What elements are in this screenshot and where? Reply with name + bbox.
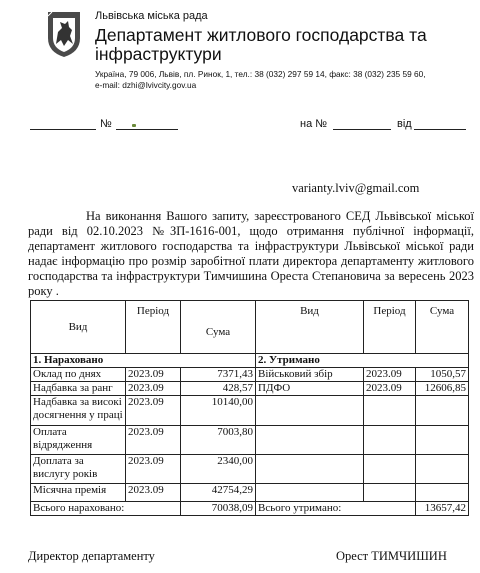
- accrued-sum: 7371,43: [181, 368, 256, 382]
- empty-cell: [256, 426, 364, 455]
- accrued-type: Місячна премія: [31, 484, 126, 502]
- table-row: [31, 368, 469, 382]
- ink-dot: [132, 124, 136, 127]
- salary-table: [30, 300, 469, 516]
- empty-cell: [364, 455, 416, 484]
- table-row: [31, 426, 469, 455]
- header-sum: Сума: [416, 301, 469, 354]
- accrued-period: 2023.09: [126, 426, 181, 455]
- accrued-period: 2023.09: [126, 484, 181, 502]
- accrued-type: Оплата відрядження: [31, 426, 126, 455]
- outgoing-date-line: [116, 129, 178, 130]
- addressee-email: varianty.lviv@gmail.com: [292, 181, 420, 195]
- withheld-total-label: Всього утримано:: [256, 502, 416, 516]
- header-type: Вид: [256, 301, 364, 354]
- withheld-sum: 1050,57: [416, 368, 469, 382]
- empty-cell: [256, 484, 364, 502]
- accrued-type: Надбавка за високі досягнення у праці: [31, 396, 126, 426]
- empty-cell: [364, 484, 416, 502]
- address-line: Україна, 79 006, Львів, пл. Ринок, 1, тел.: 38 (032) 297 59 14, факс: 38 (032) 235 59 60,: [95, 69, 426, 79]
- header-type: Вид: [31, 301, 126, 354]
- accrued-sum: 2340,00: [181, 455, 256, 484]
- withheld-period: 2023.09: [364, 382, 416, 396]
- empty-cell: [416, 426, 469, 455]
- header-sum: Сума: [181, 301, 256, 354]
- accrued-sum: 42754,29: [181, 484, 256, 502]
- section-row: [31, 354, 469, 368]
- empty-cell: [256, 455, 364, 484]
- outgoing-number-label: №: [100, 118, 112, 130]
- department-title: Департамент житлового господарства та інфраструктури: [95, 25, 427, 64]
- accrued-period: 2023.09: [126, 382, 181, 396]
- total-row: [31, 502, 469, 516]
- incoming-number-line: [333, 129, 391, 130]
- accrued-type: Доплата за вислугу років: [31, 455, 126, 484]
- incoming-date-line: [414, 129, 466, 130]
- header-period: Період: [364, 301, 416, 354]
- outgoing-number-line: [30, 129, 96, 130]
- org-name: Львівська міська рада: [95, 10, 208, 22]
- email-line: e-mail: dzhi@lvivcity.gov.ua: [95, 80, 197, 90]
- accrued-type: Оклад по днях: [31, 368, 126, 382]
- empty-cell: [256, 396, 364, 426]
- accrued-sum: 428,57: [181, 382, 256, 396]
- incoming-date-label: від: [397, 118, 412, 130]
- empty-cell: [364, 426, 416, 455]
- accrued-period: 2023.09: [126, 455, 181, 484]
- accrued-total-label: Всього нараховано:: [31, 502, 181, 516]
- accrued-title: 1. Нараховано: [31, 354, 256, 368]
- withheld-period: 2023.09: [364, 368, 416, 382]
- letter-paragraph: На виконання Вашого запиту, зареєстрованого СЕД Львівської міської ради від 02.10.2023 №ЗП-1616-001, щодо отримання публічної інформації, департамент житлового господарства та інфраструктури Львівської міської ради надає інформацію про розмір заробітної плати директора департаменту житлового господарства та інфраструктури Тимчишина Ореста Степановича за вересень 2023 року .: [28, 209, 474, 298]
- signatory-position: Директор департаменту: [28, 549, 155, 563]
- withheld-type: Військовий збір: [256, 368, 364, 382]
- empty-cell: [364, 396, 416, 426]
- table-row: [31, 455, 469, 484]
- accrued-sum: 7003,80: [181, 426, 256, 455]
- empty-cell: [416, 396, 469, 426]
- table-row: [31, 396, 469, 426]
- table-row: [31, 484, 469, 502]
- accrued-period: 2023.09: [126, 396, 181, 426]
- withheld-sum: 12606,85: [416, 382, 469, 396]
- coat-of-arms-icon: [46, 10, 82, 58]
- accrued-sum: 10140,00: [181, 396, 256, 426]
- accrued-total: 70038,09: [181, 502, 256, 516]
- empty-cell: [416, 455, 469, 484]
- table-header-row: [31, 301, 469, 354]
- accrued-period: 2023.09: [126, 368, 181, 382]
- letter-body: [28, 209, 474, 298]
- accrued-type: Надбавка за ранг: [31, 382, 126, 396]
- withheld-title: 2. Утримано: [256, 354, 469, 368]
- empty-cell: [416, 484, 469, 502]
- header-period: Період: [126, 301, 181, 354]
- withheld-total: 13657,42: [416, 502, 469, 516]
- incoming-number-label: на №: [300, 118, 328, 130]
- table-row: [31, 382, 469, 396]
- withheld-type: ПДФО: [256, 382, 364, 396]
- signatory-name: Орест ТИМЧИШИН: [336, 549, 447, 563]
